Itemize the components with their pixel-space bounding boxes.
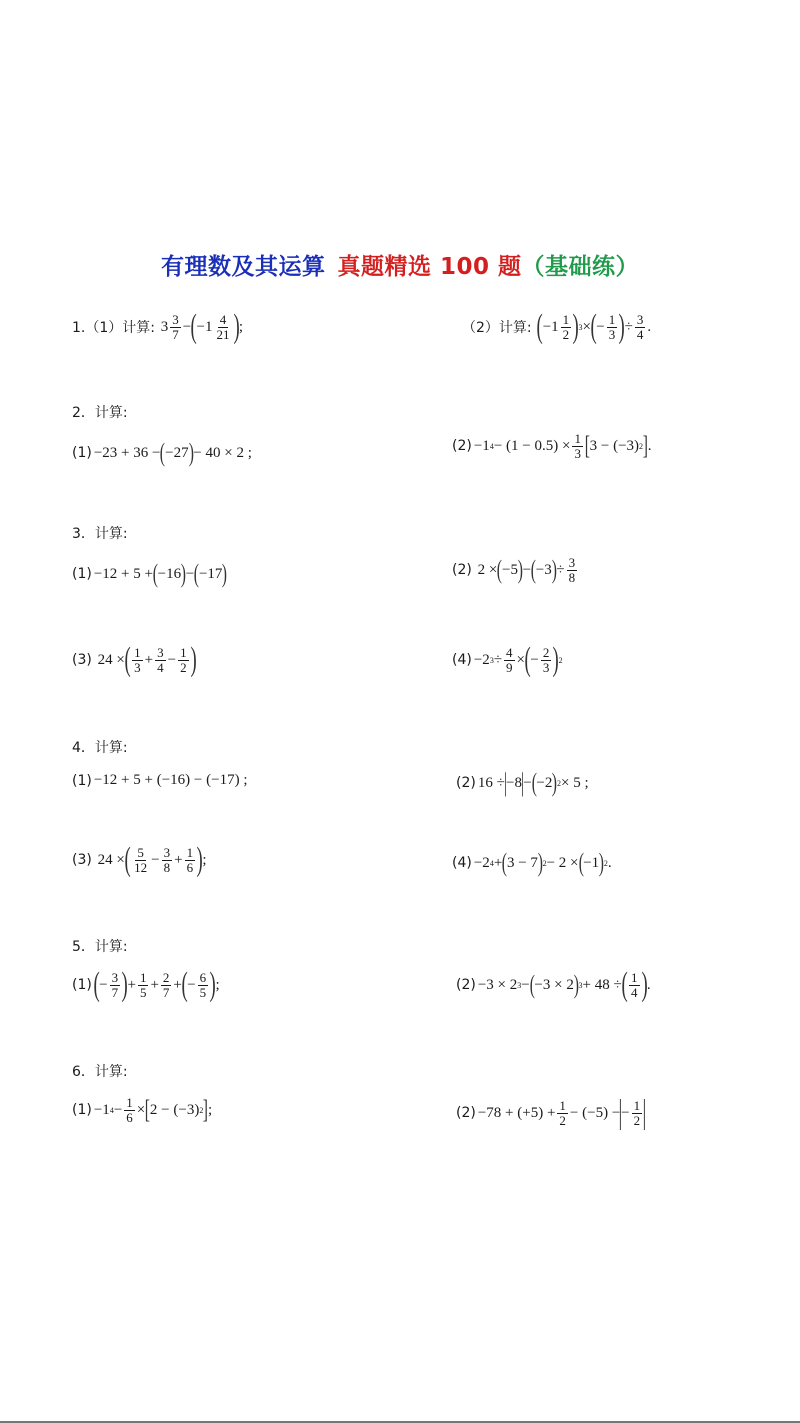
item-label: (1) xyxy=(72,445,92,461)
question-4-part-4 xyxy=(452,850,612,876)
title-level: （基础练） xyxy=(521,254,640,280)
math-expression: 16 ÷ | −8 | − ( −2 ) 2 × 5 ; xyxy=(477,768,589,797)
question-3-part-2 xyxy=(452,556,579,584)
item-label: （2）计算: xyxy=(462,320,532,336)
math-expression: −1 4 − $\frac{1}{6}$ × [ 2 − (−3) 2 ] ; xyxy=(93,1095,213,1125)
question-3-part-3 xyxy=(72,643,196,677)
item-label: (1) xyxy=(72,977,92,993)
item-label: (4) xyxy=(452,652,472,668)
math-expression: −12 + 5 + (−16) − (−17) ; xyxy=(93,772,248,788)
question-4-part-1 xyxy=(72,772,248,789)
math-expression: −23 + 36 − ( −27 ) − 40 × 2 ; xyxy=(93,438,252,467)
item-label: (3) xyxy=(72,852,92,868)
question-2-heading: 2．计算: xyxy=(72,405,128,421)
item-label: (2) xyxy=(452,438,472,455)
question-4-part-2 xyxy=(456,770,589,796)
item-label: (1) xyxy=(72,566,92,582)
item-label: (2) xyxy=(456,1105,476,1121)
item-label: (2) xyxy=(456,977,476,993)
question-1-part-2 xyxy=(462,310,651,344)
math-expression: ( − $\frac{3}{7}$ ) + $\frac{1}{5}$ + $\frac{2}{7}$ + ( − $\frac{6}{5}$ ) ; xyxy=(93,966,220,1003)
math-expression: 2 × ( −5 ) − ( −3 ) ÷ $\frac{3}{8}$ xyxy=(473,555,576,585)
math-expression: −1 4 − (1 − 0.5) × $\frac{1}{3}$ [ 3 − (−3) 2 ] . xyxy=(473,431,652,461)
question-3-part-4 xyxy=(452,643,563,677)
question-4-part-3 xyxy=(72,843,207,877)
question-6-heading: 6．计算: xyxy=(72,1064,128,1080)
item-label: (1) xyxy=(72,772,92,789)
title-subtitle: 真题精选 100 题 xyxy=(337,254,522,280)
question-1-part-1 xyxy=(72,310,243,344)
question-5-part-2 xyxy=(456,968,651,1002)
question-6-part-1 xyxy=(72,1096,212,1124)
question-2-part-1 xyxy=(72,440,252,466)
math-expression: 24 × ( $\frac{5}{12}$ − $\frac{3}{8}$ + $\frac{1}{6}$ ) ; xyxy=(93,841,207,878)
title-topic: 有理数及其运算 xyxy=(160,254,326,280)
question-2-part-2 xyxy=(452,432,651,460)
item-label: (2) xyxy=(456,775,476,791)
math-expression: −3 × 2 3 − ( −3 × 2 ) 3 + 48 ÷ ( $\frac{1}{4}$ ) . xyxy=(477,966,651,1003)
question-3-part-1 xyxy=(72,561,227,587)
question-5-part-1 xyxy=(72,968,220,1002)
math-expression: −78 + (+5) + $\frac{1}{2}$ − (−5) − | − $\frac{1}{2}$ | xyxy=(477,1094,647,1131)
question-5-heading: 5．计算: xyxy=(72,939,128,955)
math-expression: 24 × ( $\frac{1}{3}$ + $\frac{3}{4}$ − $\frac{1}{2}$ ) xyxy=(93,641,197,678)
math-expression: ( −1 $\frac{1}{2}$ ) 3 × ( − $\frac{1}{3}$ ) ÷ $\frac{3}{4}$ . xyxy=(536,308,652,345)
item-label: 1.（1）计算: xyxy=(72,320,155,336)
math-expression: −2 4 + ( 3 − 7 ) 2 − 2 × ( −1 ) 2 . xyxy=(473,848,612,877)
question-6-part-2 xyxy=(456,1096,645,1130)
math-expression: 3 $\frac{3}{7}$ − ( −1 $\frac{4}{21}$ ) ; xyxy=(156,308,243,345)
question-4-heading: 4．计算: xyxy=(72,740,128,756)
math-expression: −2 3 ÷ $\frac{4}{9}$ × ( − $\frac{2}{3}$ ) 2 xyxy=(473,641,563,678)
page-title xyxy=(0,248,800,281)
item-label: (1) xyxy=(72,1102,92,1119)
item-label: (3) xyxy=(72,652,92,668)
math-expression: −12 + 5 + ( −16 ) − ( −17 ) xyxy=(93,559,228,588)
item-label: (4) xyxy=(452,855,472,871)
item-label: (2) xyxy=(452,562,472,579)
question-3-heading: 3．计算: xyxy=(72,526,128,542)
